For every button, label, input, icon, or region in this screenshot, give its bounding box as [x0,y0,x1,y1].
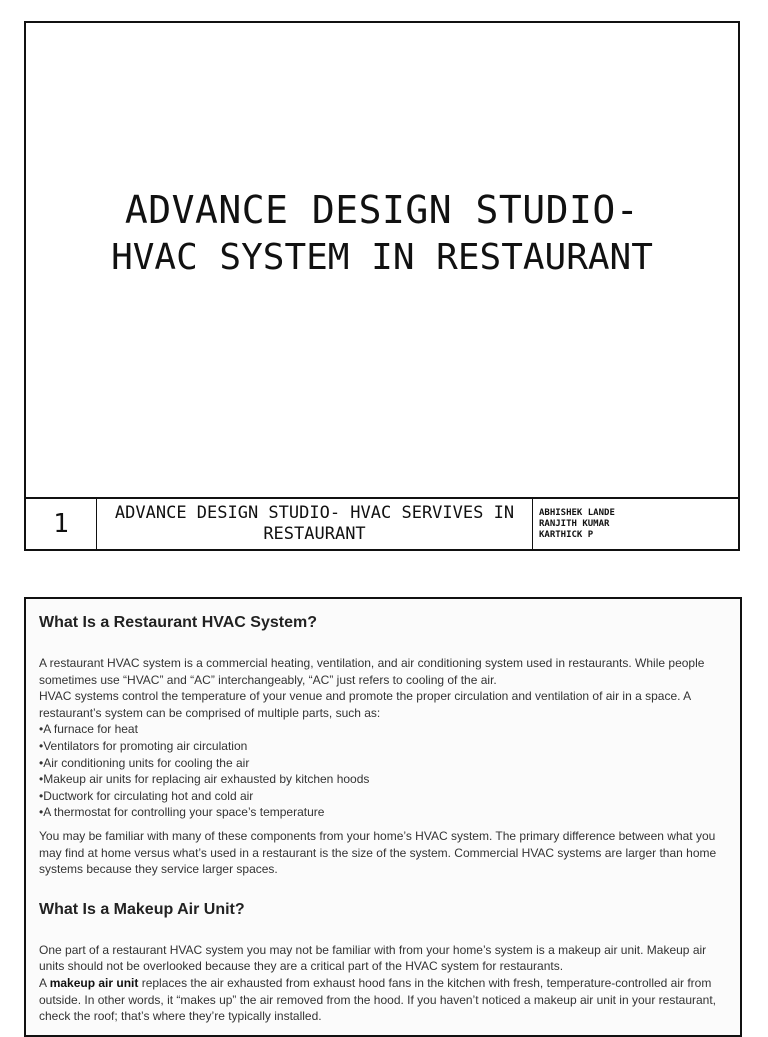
component-list [39,721,728,821]
paragraph-text: replaces the air exhausted from exhaust hood fans in the kitchen with fresh, temperature-controlled air from outside. In other words, it “makes up” the air removed from the hood. If you haven’t noticed a makeup air unit in your restaurant, check the roof; that’s where they’re typically installed. [39,975,717,1024]
content-slide [24,597,742,1037]
author-name: ABHISHEK LANDE [539,507,615,518]
paragraph [39,975,728,1025]
bold-term: makeup air unit [49,975,139,990]
paragraph: A restaurant HVAC system is a commercial heating, ventilation, and air conditioning system used in restaurants. While people sometimes use “HVAC” and “AC” interchangeably, “AC” just refers to cooling of the air. [39,656,705,687]
list-item: •Air conditioning units for cooling the air [39,755,250,770]
slide-title-line-1: ADVANCE DESIGN STUDIO- [124,188,640,232]
list-item: •A furnace for heat [39,722,138,737]
list-item: •A thermostat for controlling your space’s temperature [39,805,325,820]
author-name: KARTHICK P [539,529,594,540]
author-name: RANJITH KUMAR [539,518,610,529]
section-heading: What Is a Makeup Air Unit? [39,900,245,918]
slide-footer [26,497,738,549]
list-item: •Makeup air units for replacing air exhausted by kitchen hoods [39,772,370,787]
footer-title: ADVANCE DESIGN STUDIO- HVAC SERVIVES IN RESTAURANT [97,499,533,549]
list-item: •Ductwork for circulating hot and cold air [39,788,254,803]
paragraph: One part of a restaurant HVAC system you may not be familiar with from your home’s system is a makeup air unit. Makeup air units should not be overlooked because they are a critical part of the HVAC system for restaurants. [39,942,707,974]
slide-title [26,185,738,281]
title-slide [24,21,740,551]
page-number: 1 [26,499,97,549]
paragraph-text: A [39,975,50,990]
list-item: •Ventilators for promoting air circulation [39,738,248,753]
slide-title-line-2: HVAC SYSTEM IN RESTAURANT [111,237,653,278]
paragraph: You may be familiar with many of these components from your home’s HVAC system. The primary difference between what you may find at home versus what’s used in a restaurant is the size of the system. Commercial HVAC systems are larger than home systems because they service larger spaces. [39,828,717,877]
section-heading: What Is a Restaurant HVAC System? [39,614,317,631]
paragraph: HVAC systems control the temperature of your venue and promote the proper circulation and ventilation of air in a space. A restaurant’s system can be comprised of multiple parts, such as: [39,689,691,720]
author-list [533,499,738,549]
